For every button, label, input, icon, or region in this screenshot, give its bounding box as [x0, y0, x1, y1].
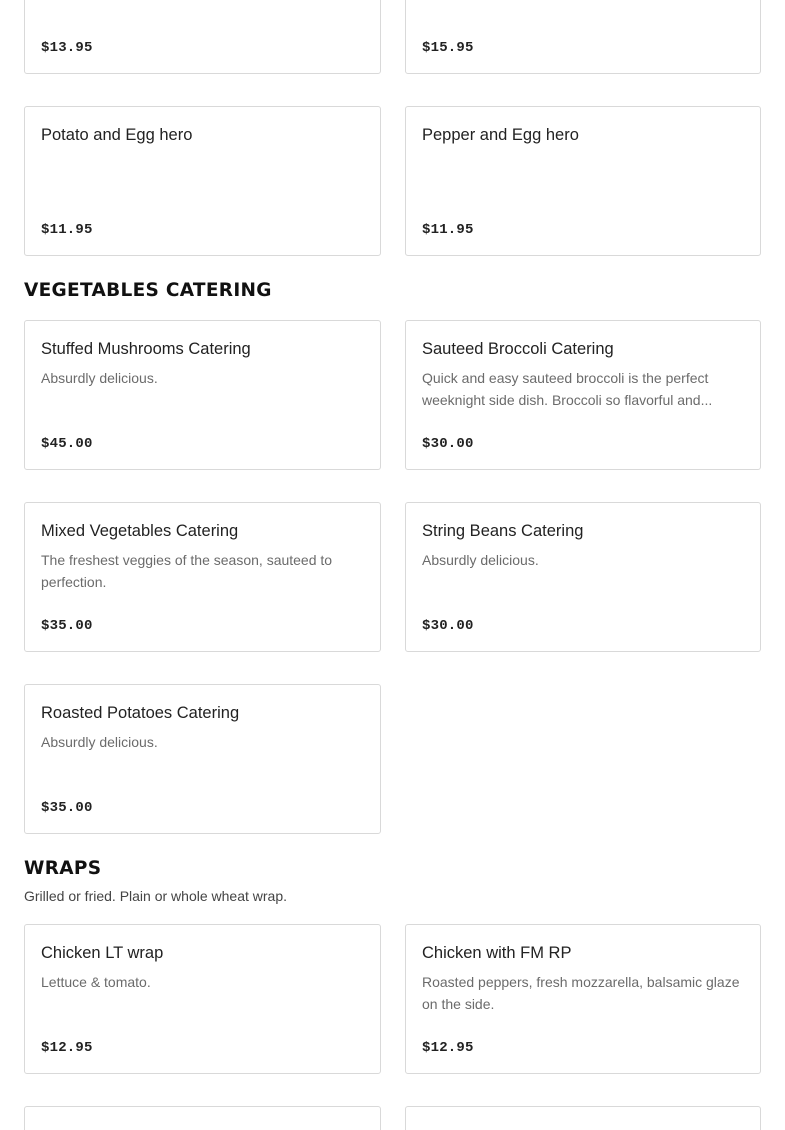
menu-item-card[interactable] [405, 924, 761, 1074]
menu-item-price: $15.95 [422, 40, 474, 56]
menu-item-card[interactable] [405, 1106, 761, 1130]
menu-item-card[interactable] [24, 924, 381, 1074]
menu-item-name: Roasted Potatoes Catering [41, 704, 240, 722]
menu-item-name: String Beans Catering [422, 522, 584, 540]
menu-item-name: Sauteed Broccoli Catering [422, 340, 614, 358]
menu-item-description: Quick and easy sauteed broccoli is the perfect weeknight side dish. Broccoli so flavorful and... [422, 370, 713, 408]
section-title-wraps: WRAPS [24, 858, 102, 879]
menu-item-name: Stuffed Mushrooms Catering [41, 340, 251, 358]
menu-item-card[interactable] [24, 106, 381, 256]
menu-item-name: Mixed Vegetables Catering [41, 522, 239, 540]
menu-item-name: Chicken with FM RP [422, 944, 572, 962]
menu-item-description: Absurdly delicious. [422, 552, 539, 568]
section-subtitle-wraps: Grilled or fried. Plain or whole wheat wrap. [24, 888, 288, 904]
menu-item-description: Absurdly delicious. [41, 370, 158, 386]
menu-item-description: The freshest veggies of the season, sauteed to perfection. [41, 552, 333, 590]
menu-item-name: Pepper and Egg hero [422, 126, 579, 144]
menu-item-card[interactable] [405, 320, 761, 470]
menu-item-description: Absurdly delicious. [41, 734, 158, 750]
menu-item-price: $12.95 [41, 1040, 93, 1056]
menu-item-card[interactable] [24, 320, 381, 470]
menu-item-price: $35.00 [41, 618, 93, 634]
menu-item-price: $30.00 [422, 436, 474, 452]
menu-item-description: Lettuce & tomato. [41, 974, 151, 990]
menu-item-price: $30.00 [422, 618, 474, 634]
menu-grid-vegetables [24, 320, 761, 834]
menu-item-price: $11.95 [41, 222, 93, 238]
menu-item-card[interactable] [405, 106, 761, 256]
menu-item-card[interactable] [405, 502, 761, 652]
menu-grid-previous [24, 0, 761, 256]
menu-grid-wraps [24, 924, 761, 1130]
menu-item-description: Roasted peppers, fresh mozzarella, balsamic glaze on the side. [422, 974, 740, 1012]
menu-item-card[interactable] [24, 684, 381, 834]
menu-item-price: $11.95 [422, 222, 474, 238]
menu-item-name: Potato and Egg hero [41, 126, 193, 144]
menu-item-price: $13.95 [41, 40, 93, 56]
menu-item-card[interactable] [405, 0, 761, 74]
menu-item-price: $45.00 [41, 436, 93, 452]
menu-item-name: Chicken LT wrap [41, 944, 164, 962]
menu-item-card[interactable] [24, 0, 381, 74]
menu-item-price: $35.00 [41, 800, 93, 816]
section-title-vegetables: VEGETABLES CATERING [24, 280, 272, 301]
menu-item-price: $12.95 [422, 1040, 474, 1056]
menu-item-card[interactable] [24, 502, 381, 652]
menu-item-card[interactable] [24, 1106, 381, 1130]
